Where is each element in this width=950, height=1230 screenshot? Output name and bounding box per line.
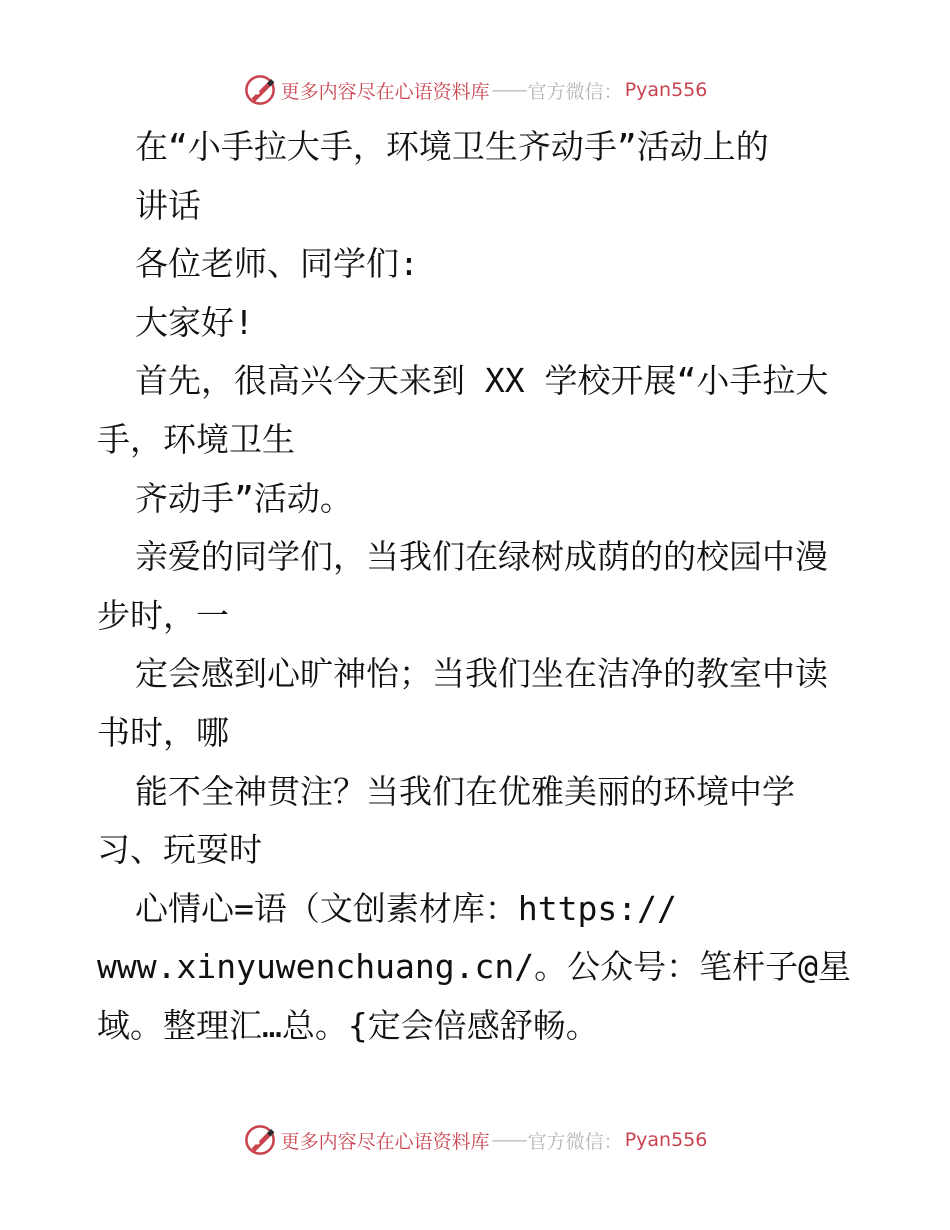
banner-main-text: 更多内容尽在心语资料库 bbox=[280, 1130, 490, 1153]
doc-paragraph-line: 习、玩耍时 bbox=[97, 830, 262, 870]
pen-logo-icon bbox=[243, 1123, 277, 1157]
banner bbox=[243, 1123, 708, 1157]
banner bbox=[243, 73, 708, 107]
doc-paragraph-line: 手，环境卫生 bbox=[97, 419, 295, 459]
doc-greeting: 大家好! bbox=[135, 302, 254, 342]
doc-paragraph-line: 定会感到心旷神怡；当我们坐在洁净的教室中读 bbox=[135, 654, 828, 694]
banner-wechat-label: 官方微信： bbox=[527, 1130, 623, 1153]
doc-paragraph-line: www.xinyuwenchuang.cn/。公众号：笔杆子@星 bbox=[97, 947, 851, 987]
doc-title-line-1: 在“小手拉大手，环境卫生齐动手”活动上的 bbox=[135, 127, 769, 166]
doc-paragraph-line: 步时，一 bbox=[97, 595, 229, 635]
page-footer-banner bbox=[0, 1120, 950, 1160]
doc-paragraph-line: 域。整理汇…总。{定会倍感舒畅。 bbox=[97, 1005, 599, 1045]
doc-paragraph-line: 亲爱的同学们，当我们在绿树成荫的的校园中漫 bbox=[135, 537, 828, 577]
banner-wechat-id: Pyan556 bbox=[624, 79, 708, 101]
document-body bbox=[97, 118, 857, 1056]
banner-wechat-label: 官方微信： bbox=[527, 80, 623, 103]
doc-title-line-2: 讲话 bbox=[135, 185, 201, 225]
doc-paragraph-line: 首先，很高兴今天来到 XX 学校开展“小手拉大 bbox=[135, 361, 829, 401]
banner-dash: —— bbox=[491, 1129, 526, 1151]
doc-paragraph-line: 能不全神贯注？当我们在优雅美丽的环境中学 bbox=[135, 771, 795, 811]
pen-logo-icon bbox=[243, 73, 277, 107]
doc-paragraph-line: 书时，哪 bbox=[97, 712, 229, 752]
doc-paragraph-line: 齐动手”活动。 bbox=[135, 478, 353, 518]
banner-main-text: 更多内容尽在心语资料库 bbox=[280, 80, 490, 103]
page-header-banner bbox=[0, 70, 950, 110]
doc-salutation: 各位老师、同学们: bbox=[135, 244, 419, 284]
banner-wechat-id: Pyan556 bbox=[624, 1129, 708, 1151]
banner-dash: —— bbox=[491, 79, 526, 101]
doc-paragraph-line: 心情心=语（文创素材库：https:// bbox=[135, 888, 677, 928]
